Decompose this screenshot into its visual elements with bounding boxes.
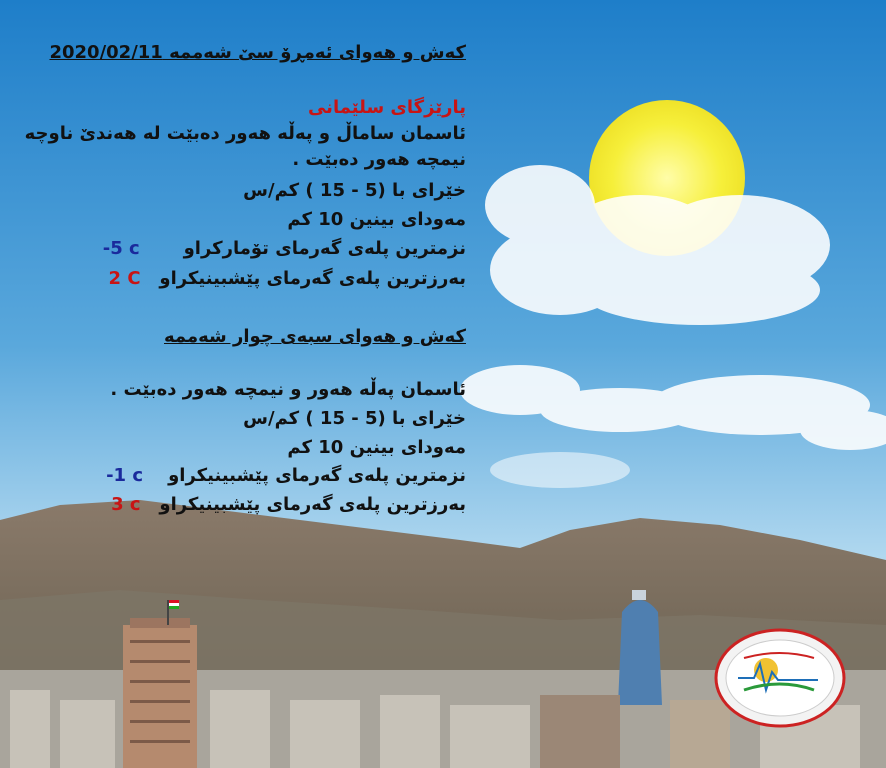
today-wind: خێرای با (5 - 15 ) کم/س [243,180,466,201]
tomorrow-min-label: نزمترین پلەی گەرمای پێشبینیکراو [168,465,466,486]
today-min-value: -5 c [102,238,140,259]
today-sky-line2: نیمچە هەور دەبێت . [292,149,466,170]
tomorrow-min-row [106,463,466,489]
today-heading: کەش و هەوای ئەمڕۆ سێ شەممە 2020/02/11 [49,42,466,63]
today-min-label: نزمترین پلەی گەرمای تۆمارکراو [183,238,466,259]
today-min-row [103,236,466,262]
today-max-label: بەرزترین پلەی گەرمای پێشبینیکراو [159,268,466,289]
tomorrow-min-value: -1 c [106,465,144,486]
tomorrow-sky: ئاسمان پەڵە هەور و نیمچە هەور دەبێت . [110,379,466,400]
tomorrow-heading: کەش و هەوای سبەی چوار شەممە [164,326,466,347]
tomorrow-max-row [111,492,466,518]
meteorology-logo [714,628,846,728]
tower-left [123,618,197,768]
today-visibility: مەودای بینین 10 کم [287,209,466,230]
region-name: پارێزگای سلێمانی [307,97,466,118]
tomorrow-max-value: 3 c [111,494,141,515]
today-max-row [109,266,466,292]
tomorrow-visibility: مەودای بینین 10 کم [287,437,466,458]
tomorrow-max-label: بەرزترین پلەی گەرمای پێشبینیکراو [159,494,466,515]
today-sky-line1: ئاسمان ساماڵ و پەڵە هەور دەبێت لە هەندێ ناوچە [24,123,466,144]
today-max-value: 2 C [108,268,141,289]
tomorrow-wind: خێرای با (5 - 15 ) کم/س [243,408,466,429]
